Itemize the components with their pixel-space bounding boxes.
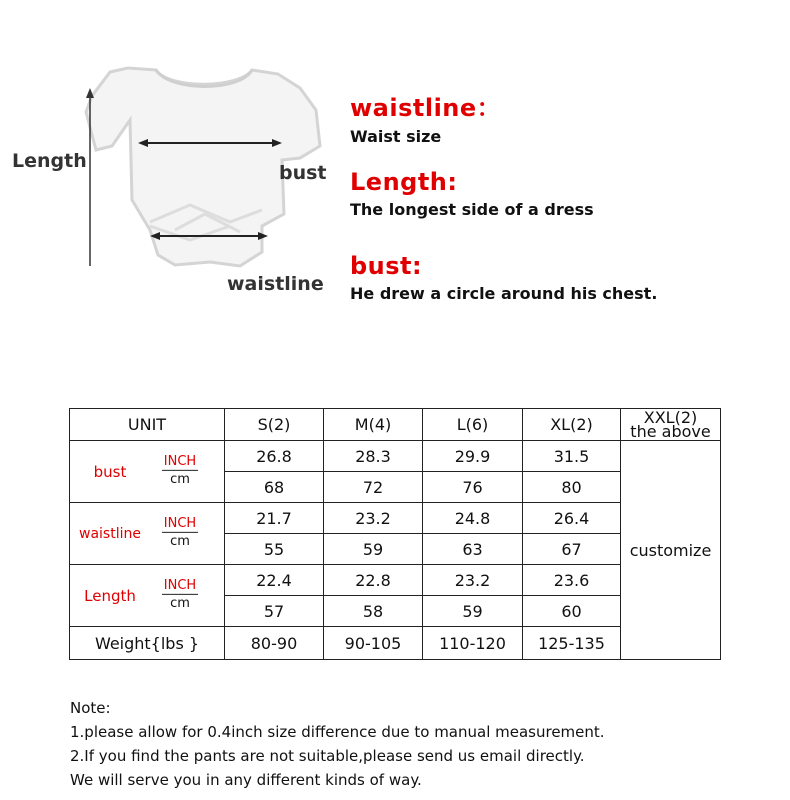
unit-fraction [162,577,198,610]
header-size-xxl [621,409,721,441]
definition-term: bust: [350,252,423,280]
customize-cell: customize [621,441,721,660]
unit-fraction [162,453,198,486]
xxl-line-1: XXL(2) [643,407,698,427]
table-cell: 21.7 [225,503,324,534]
definition-description: He drew a circle around his chest. [350,284,658,303]
unit-fraction [162,515,198,548]
length-label: Length [12,150,87,172]
garment-illustration [0,0,340,320]
table-cell: 22.8 [324,565,423,596]
header-size-l: L(6) [423,409,523,441]
table-cell: 90-105 [324,627,423,660]
table-cell: 31.5 [523,441,621,472]
unit-cm: cm [170,595,190,611]
definition-bust [350,252,657,303]
table-cell: 24.8 [423,503,523,534]
table-cell: 59 [423,596,523,627]
table-cell: 76 [423,472,523,503]
row-label-length [70,565,225,627]
row-label-waistline [70,503,225,565]
category-name: bust [93,462,127,481]
unit-cm: cm [170,471,190,487]
table-cell: 72 [324,472,423,503]
table-cell: 29.9 [423,441,523,472]
table-cell: 67 [523,534,621,565]
definition-term: Length: [350,168,458,196]
row-label-bust [70,441,225,503]
unit-inch: INCH [163,577,197,593]
table-cell: 23.2 [423,565,523,596]
table-header-row [70,409,721,441]
table-cell: 22.4 [225,565,324,596]
row-label-weight: Weight{lbs } [70,627,225,660]
header-unit: UNIT [70,409,225,441]
xxl-line-2: the above [630,421,711,441]
definition-description: Waist size [350,127,442,146]
notes-heading: Note: [70,699,111,717]
table-cell: 58 [324,596,423,627]
header-size-m: M(4) [324,409,423,441]
definition-description: The longest side of a dress [350,200,594,219]
table-cell: 63 [423,534,523,565]
definition-term: waistline： [350,94,502,122]
size-chart-table [69,408,721,660]
table-cell: 26.4 [523,503,621,534]
bust-label: bust [279,162,327,184]
waistline-label: waistline [227,273,324,295]
header-size-s: S(2) [225,409,324,441]
notes-section [70,696,605,792]
note-line: 2.If you find the pants are not suitable,please send us email directly. [70,747,585,765]
unit-cm: cm [170,533,190,549]
table-cell: 110-120 [423,627,523,660]
table-cell: 23.2 [324,503,423,534]
table-row [70,441,721,472]
unit-inch: INCH [163,515,197,531]
definition-length [350,168,594,219]
header-size-xl: XL(2) [523,409,621,441]
table-cell: 68 [225,472,324,503]
table-cell: 28.3 [324,441,423,472]
note-line: We will serve you in any different kinds of way. [70,771,422,789]
table-cell: 55 [225,534,324,565]
note-line: 1.please allow for 0.4inch size difference due to manual measurement. [70,723,605,741]
table-cell: 60 [523,596,621,627]
category-name: waistline [79,525,141,542]
table-cell: 59 [324,534,423,565]
table-cell: 57 [225,596,324,627]
table-cell: 23.6 [523,565,621,596]
table-cell: 125-135 [523,627,621,660]
table-cell: 80 [523,472,621,503]
category-name: Length [84,586,136,605]
definition-waistline [350,88,501,146]
table-cell: 26.8 [225,441,324,472]
table-cell: 80-90 [225,627,324,660]
unit-inch: INCH [163,453,197,469]
